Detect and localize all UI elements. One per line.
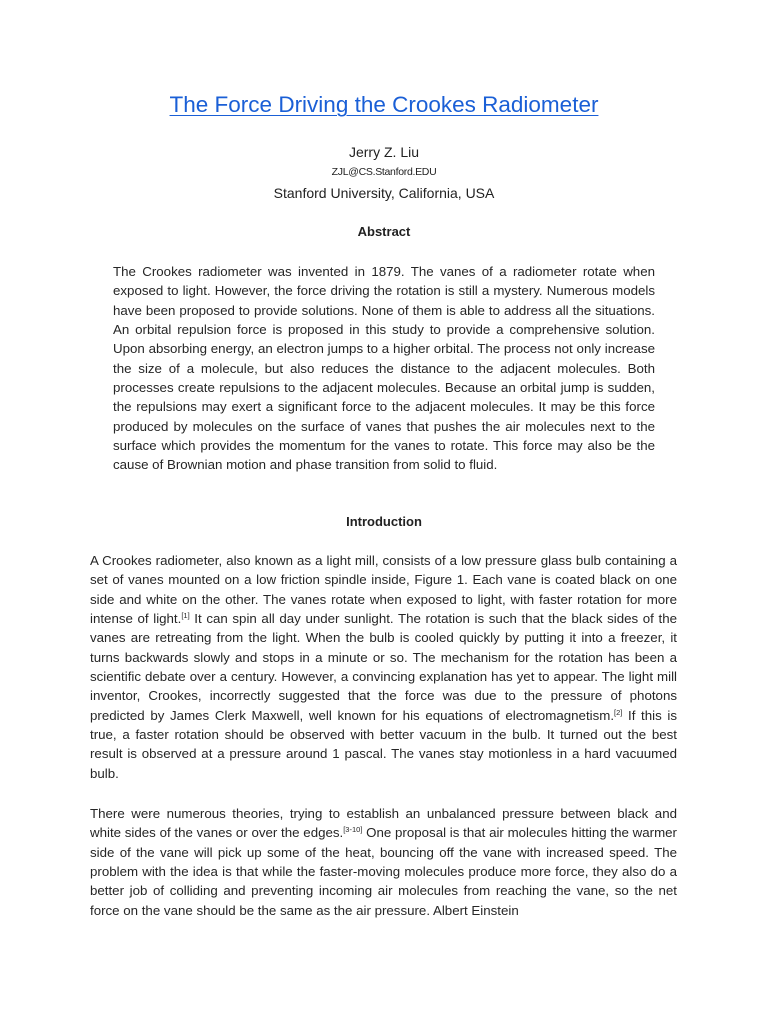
- abstract-body: The Crookes radiometer was invented in 1879. The vanes of a radiometer rotate when exposed to light. However, the force driving the rotation is still a mystery. Numerous models have been proposed to provide solutions. None of them is able to address all the situations. An orbital repulsion force is proposed in this study to provide a comprehensive solution. Upon absorbing energy, an electron jumps to a higher orbital. The process not only increase the size of a molecule, but also reduces the distance to the adjacent molecules. Both processes create repulsions to the adjacent molecules. Because an orbital jump is sudden, the repulsions may exert a significant force to the adjacent molecules. It may be this force produced by molecules on the surface of vanes that pushes the air molecules next to the surface which provides the momentum for the vanes to rotate. This force may also be the cause of Brownian motion and phase transition from solid to fluid.: [113, 264, 655, 473]
- introduction-paragraph-1: [90, 551, 677, 783]
- author-name: Jerry Z. Liu: [348, 144, 419, 160]
- citation-3-10: [3-10]: [343, 825, 363, 835]
- intro-p1-text-a: A Crookes radiometer, also known as a light mill, consists of a low pressure glass bulb containing a set of vanes mounted on a low friction spindle inside, Figure 1. Each vane is coated black on one side and white on the other. The vanes rotate when exposed to light, with faster rotation for more intense of light.: [90, 553, 677, 627]
- introduction-heading: Introduction: [346, 514, 422, 529]
- author-email: ZJL@CS.Stanford.EDU: [331, 166, 437, 178]
- intro-p2-text-b: One proposal is that air molecules hitting the warmer side of the vane will pick up some of the heat, bouncing off the vane with increased speed. The problem with the idea is that while the faster-moving molecules produce more force, they also do a better job of colliding and preventing incoming air molecules from reaching the vane, so the net force on the vane should be the same as the air pressure. Albert Einstein: [90, 825, 677, 918]
- intro-p1-text-c: If this is true, a faster rotation should be observed with better vacuum in the bulb. It turned out the best result is observed at a pressure around 1 pascal. The vanes stay motionless in a hard vacuumed bulb.: [90, 707, 677, 781]
- introduction-paragraph-2: [90, 804, 677, 920]
- abstract-heading: Abstract: [357, 224, 411, 239]
- paper-title[interactable]: The Force Driving the Crookes Radiometer: [169, 92, 599, 117]
- intro-p1-text-b: It can spin all day under sunlight. The rotation is such that the black sides of the vanes are retreating from the light. When the bulb is cooled quickly by putting it into a freezer, it turns backwards slowly and stops in a minute or so. The mechanism for the rotation has been a scientific debate over a century. However, a convincing explanation has yet to appear. The light mill inventor, Crookes, incorrectly suggested that the force was due to the pressure of photons predicted by James Clerk Maxwell, well known for his equations of electromagnetism.: [90, 611, 677, 723]
- citation-1: [1]: [181, 611, 190, 621]
- citation-2: [2]: [614, 707, 623, 717]
- author-affiliation: Stanford University, California, USA: [273, 185, 495, 201]
- intro-p2-text-a: There were numerous theories, trying to establish an unbalanced pressure between black and white sides of the vanes or over the edges.: [90, 806, 677, 841]
